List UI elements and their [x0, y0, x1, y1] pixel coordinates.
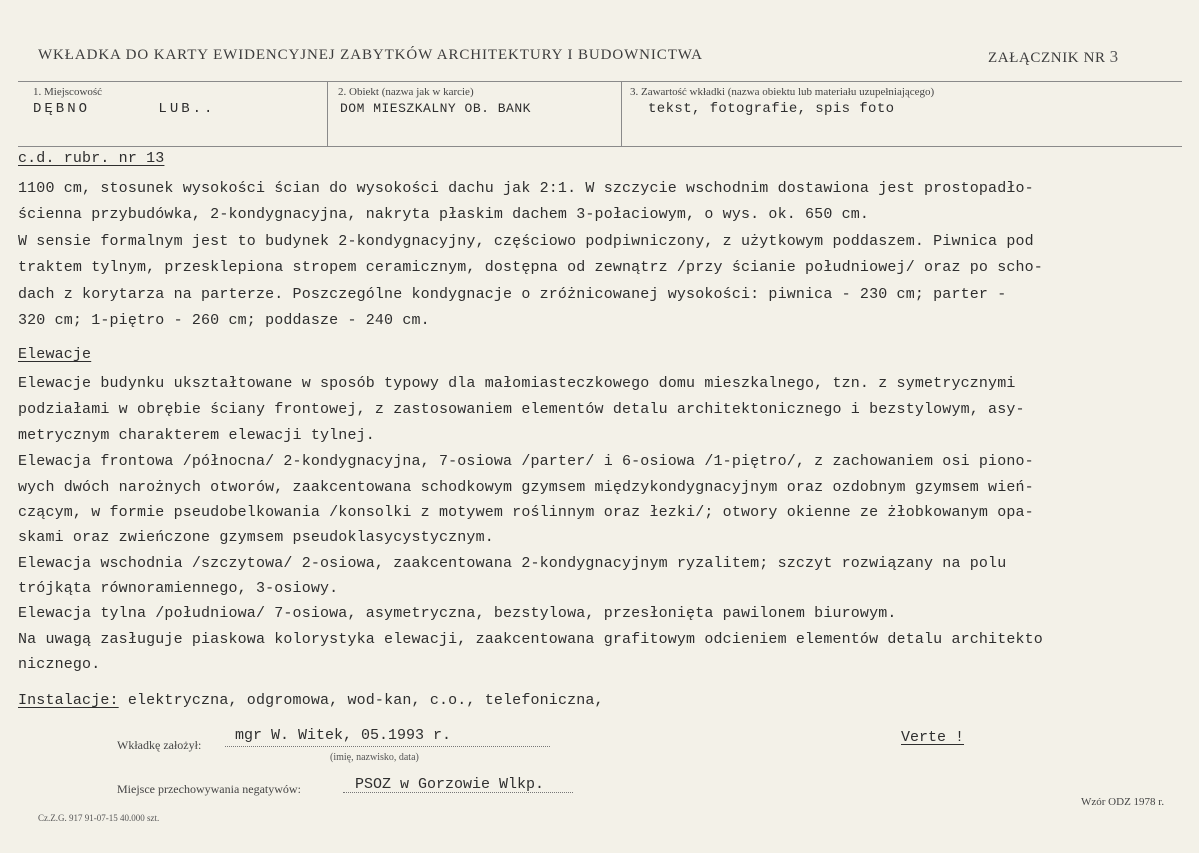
negatives-location-label: Miejsce przechowywania negatywów: — [117, 782, 301, 796]
field-divider-1 — [327, 81, 328, 146]
negatives-location-value: PSOZ w Gorzowie Wlkp. — [355, 776, 545, 793]
body-line: skami oraz zwieńczone gzymsem pseudoklasycystycznym. — [18, 529, 494, 546]
continuation-heading: c.d. rubr. nr 13 — [18, 150, 165, 167]
negatives-location-line — [343, 792, 573, 793]
body-line: dach z korytarza na parterze. Poszczególne kondygnacje o zróżnicowanej wysokości: piwnica - 230 cm; parter - — [18, 286, 1007, 303]
form-pattern-note: Wzór ODZ 1978 r. — [1081, 796, 1165, 808]
installations-label: Instalacje: — [18, 692, 119, 709]
content-label: 3. Zawartość wkładki (nazwa obiektu lub materiału uzupełniającego) — [630, 86, 935, 98]
object-value: DOM MIESZKALNY OB. BANK — [340, 101, 531, 116]
location-label: 1. Miejscowość — [33, 86, 103, 98]
location-value: DĘBNO LUB.. — [33, 101, 216, 117]
content-value: tekst, fotografie, spis foto — [648, 101, 895, 117]
prepared-by-hint: (imię, nazwisko, data) — [330, 752, 419, 763]
body-line: trójkąta równoramiennego, 3-osiowy. — [18, 580, 339, 597]
body-line: czącym, w formie pseudobelkowania /konsolki z motywem roślinnym oraz łezki/; otwory okienne ze żłobkowanym opa- — [18, 504, 1034, 521]
field-box-top-rule — [18, 81, 1182, 82]
field-divider-2 — [621, 81, 622, 146]
body-line: 1100 cm, stosunek wysokości ścian do wysokości dachu jak 2:1. W szczycie wschodnim dostawiona jest prostopadło- — [18, 180, 1034, 197]
installations-line — [18, 692, 604, 710]
installations-value: elektryczna, odgromowa, wod-kan, c.o., telefoniczna, — [118, 692, 604, 709]
section-heading-elevations: Elewacje — [18, 346, 92, 363]
annex-label-text: ZAŁĄCZNIK NR — [988, 50, 1106, 66]
body-line: Elewacje budynku ukształtowane w sposób typowy dla małomiasteczkowego domu mieszkalnego, tzn. z symetrycznymi — [18, 375, 1016, 392]
body-line: Elewacja wschodnia /szczytowa/ 2-osiowa, zaakcentowana 2-kondygnacyjnym ryzalitem; szczyt rozwiązany na polu — [18, 555, 1007, 572]
body-line: Elewacja frontowa /północna/ 2-kondygnacyjna, 7-osiowa /parter/ i 6-osiowa /1-piętro/, z zachowaniem osi piono- — [18, 453, 1034, 470]
prepared-by-value: mgr W. Witek, 05.1993 r. — [235, 727, 452, 744]
annex-number: 3 — [1109, 47, 1119, 66]
body-line: wych dwóch narożnych otworów, zaakcentowana schodkowym gzymsem międzykondygnacyjnym oraz ozdobnym gzymsem wień- — [18, 479, 1034, 496]
body-line: ścienna przybudówka, 2-kondygnacyjna, nakryta płaskim dachem 3-połaciowym, o wys. ok. 650 cm. — [18, 206, 870, 223]
field-box-bottom-rule — [18, 146, 1182, 147]
prepared-by-line — [225, 746, 550, 747]
body-line: traktem tylnym, przesklepiona stropem ceramicznym, dostępna od zewnątrz /przy ścianie południowej/ oraz po scho- — [18, 259, 1043, 276]
body-line: metrycznym charakterem elewacji tylnej. — [18, 427, 375, 444]
body-line: Elewacja tylna /południowa/ 7-osiowa, asymetryczna, bezstylowa, przesłonięta pawilonem biurowym. — [18, 605, 897, 622]
turn-over-note: Verte ! — [901, 729, 965, 746]
object-label: 2. Obiekt (nazwa jak w karcie) — [338, 86, 474, 98]
body-line: Na uwagą zasługuje piaskowa kolorystyka elewacji, zaakcentowana grafitowym odcieniem elementów detalu architekto — [18, 631, 1043, 648]
body-line: nicznego. — [18, 656, 101, 673]
annex-label — [988, 47, 1119, 67]
body-line: podziałami w obrębie ściany frontowej, z zastosowaniem elementów detalu architektonicznego i bezstylowym, asy- — [18, 401, 1025, 418]
card-title: WKŁADKA DO KARTY EWIDENCYJNEJ ZABYTKÓW ARCHITEKTURY I BUDOWNICTWA — [38, 47, 703, 63]
print-code: Cz.Z.G. 917 91-07-15 40.000 szt. — [38, 813, 160, 823]
prepared-by-label: Wkładkę założył: — [117, 738, 202, 752]
body-line: 320 cm; 1-piętro - 260 cm; poddasze - 240 cm. — [18, 312, 430, 329]
body-line: W sensie formalnym jest to budynek 2-kondygnacyjny, częściowo podpiwniczony, z użytkowym poddaszem. Piwnica pod — [18, 233, 1034, 250]
